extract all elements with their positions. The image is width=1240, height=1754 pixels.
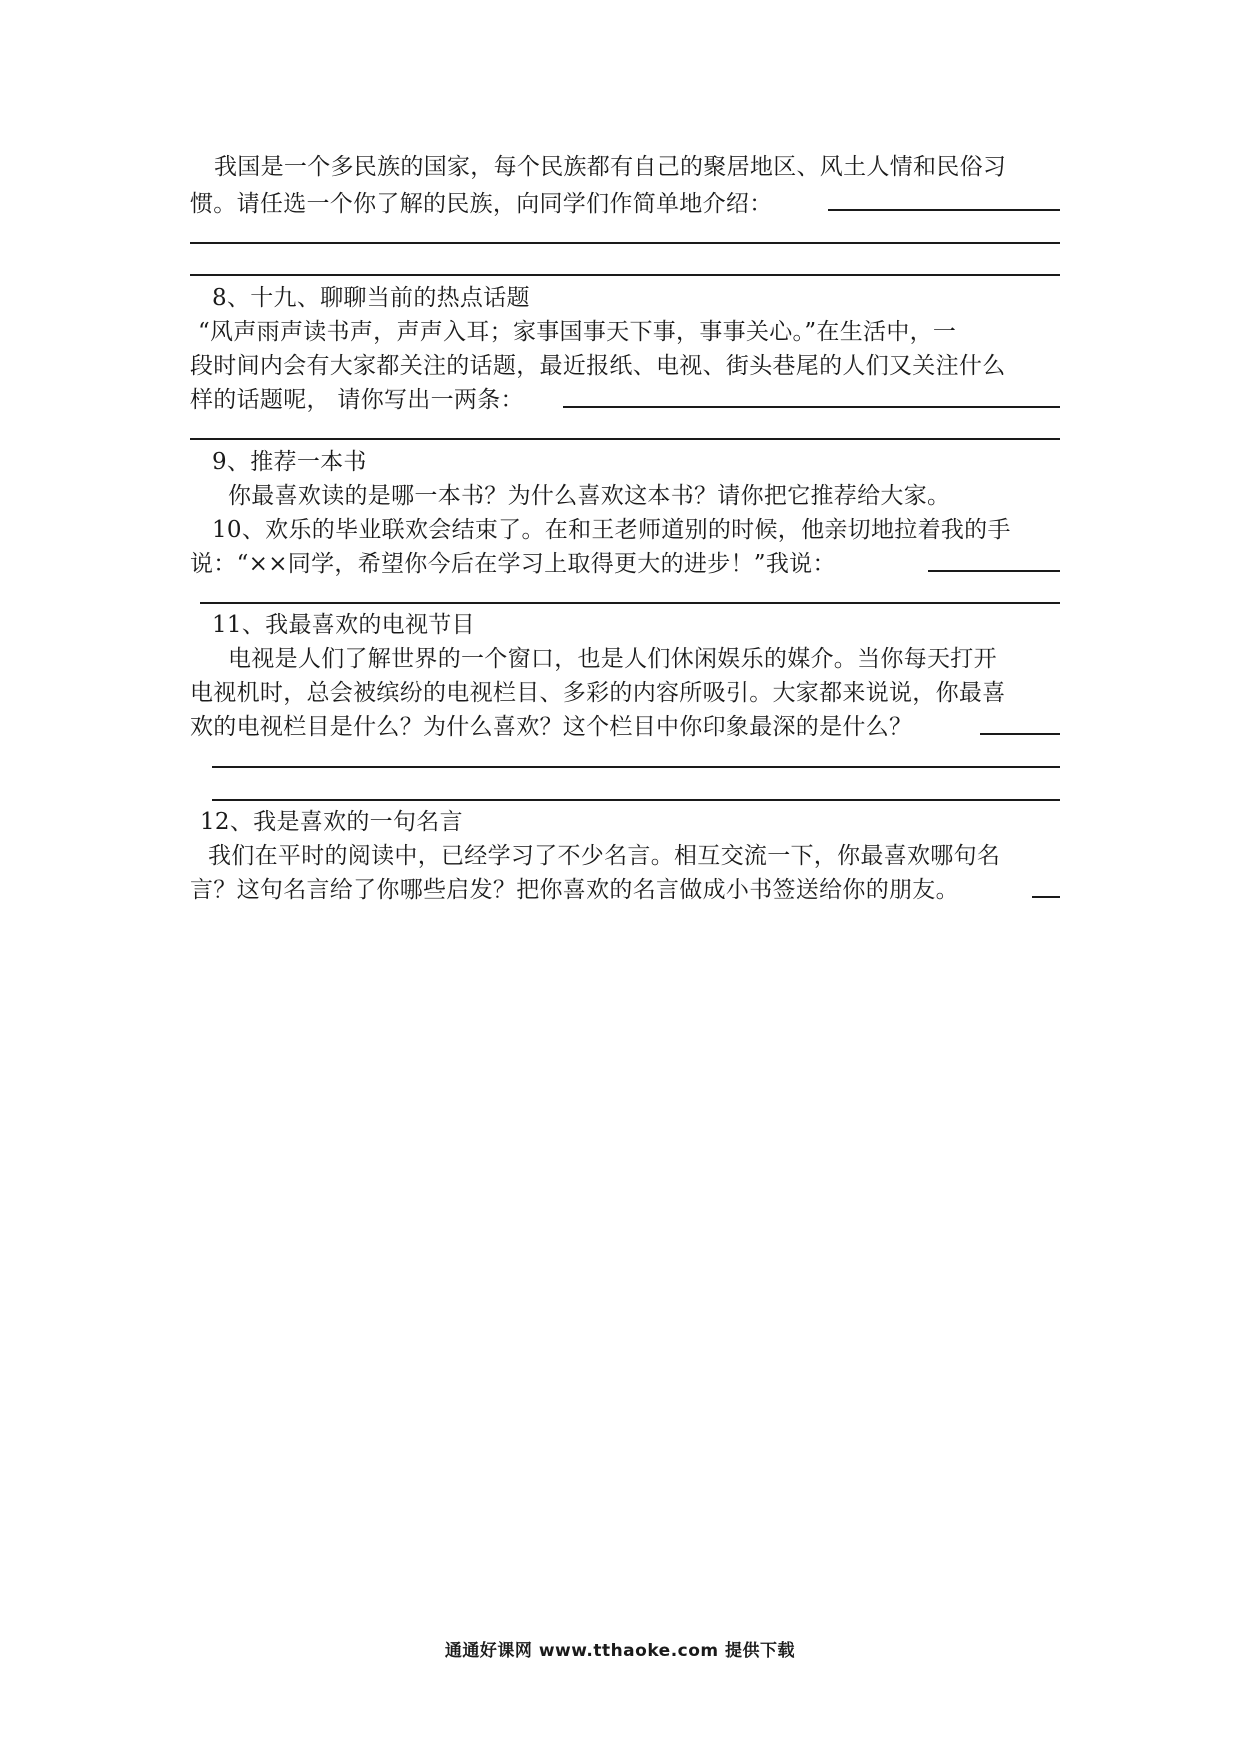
answer-blank[interactable] [828, 209, 1060, 211]
footer-source: 通通好课网 www.tthaoke.com 提供下载 [444, 1641, 796, 1661]
answer-blank[interactable] [563, 406, 1060, 408]
q12-line-1: 我们在平时的阅读中，已经学习了不少名言。相互交流一下，你最喜欢哪句名 [208, 843, 1001, 869]
q12-line-2: 言？这句名言给了你哪些启发？把你喜欢的名言做成小书签送给你的朋友。 [190, 877, 959, 903]
q10-line-1: 10、欢乐的毕业联欢会结束了。在和王老师道别的时候，他亲切地拉着我的手 [212, 517, 1011, 543]
answer-line[interactable] [200, 602, 1060, 604]
answer-line[interactable] [212, 766, 1060, 768]
q8-line-1: “风声雨声读书声，声声入耳；家事国事天下事，事事关心。”在生活中，一 [198, 319, 957, 345]
q11-line-3: 欢的电视栏目是什么？为什么喜欢？这个栏目中你印象最深的是什么？ [190, 714, 913, 740]
q8-title: 8、十九、聊聊当前的热点话题 [212, 285, 530, 311]
q11-line-2: 电视机时，总会被缤纷的电视栏目、多彩的内容所吸引。大家都来说说，你最喜 [190, 680, 1006, 706]
answer-line[interactable] [190, 274, 1060, 276]
answer-line[interactable] [190, 438, 1060, 440]
answer-blank[interactable] [980, 733, 1060, 735]
ethnic-question-line-2 [190, 187, 1060, 221]
q12-title: 12、我是喜欢的一句名言 [200, 809, 463, 835]
answer-line[interactable] [212, 799, 1060, 801]
answer-blank[interactable] [928, 570, 1060, 572]
ethnic-question-text: 惯。请任选一个你了解的民族，向同学们作简单地介绍： [190, 191, 773, 217]
q11-title: 11、我最喜欢的电视节目 [212, 612, 475, 638]
q10-line-2: 说：“××同学，希望你今后在学习上取得更大的进步！”我说： [190, 551, 836, 577]
q9-title: 9、推荐一本书 [212, 449, 367, 475]
q9-line-1: 你最喜欢读的是哪一本书？为什么喜欢这本书？请你把它推荐给大家。 [228, 483, 951, 509]
answer-blank[interactable] [1032, 896, 1060, 898]
q8-line-3: 样的话题呢， 请你写出一两条： [190, 387, 524, 413]
ethnic-question-line-1: 我国是一个多民族的国家，每个民族都有自己的聚居地区、风土人情和民俗习 [214, 154, 1007, 180]
answer-line[interactable] [190, 242, 1060, 244]
q11-line-1: 电视是人们了解世界的一个窗口，也是人们休闲娱乐的媒介。当你每天打开 [228, 646, 997, 672]
q8-line-2: 段时间内会有大家都关注的话题，最近报纸、电视、街头巷尾的人们又关注什么 [190, 353, 1006, 379]
